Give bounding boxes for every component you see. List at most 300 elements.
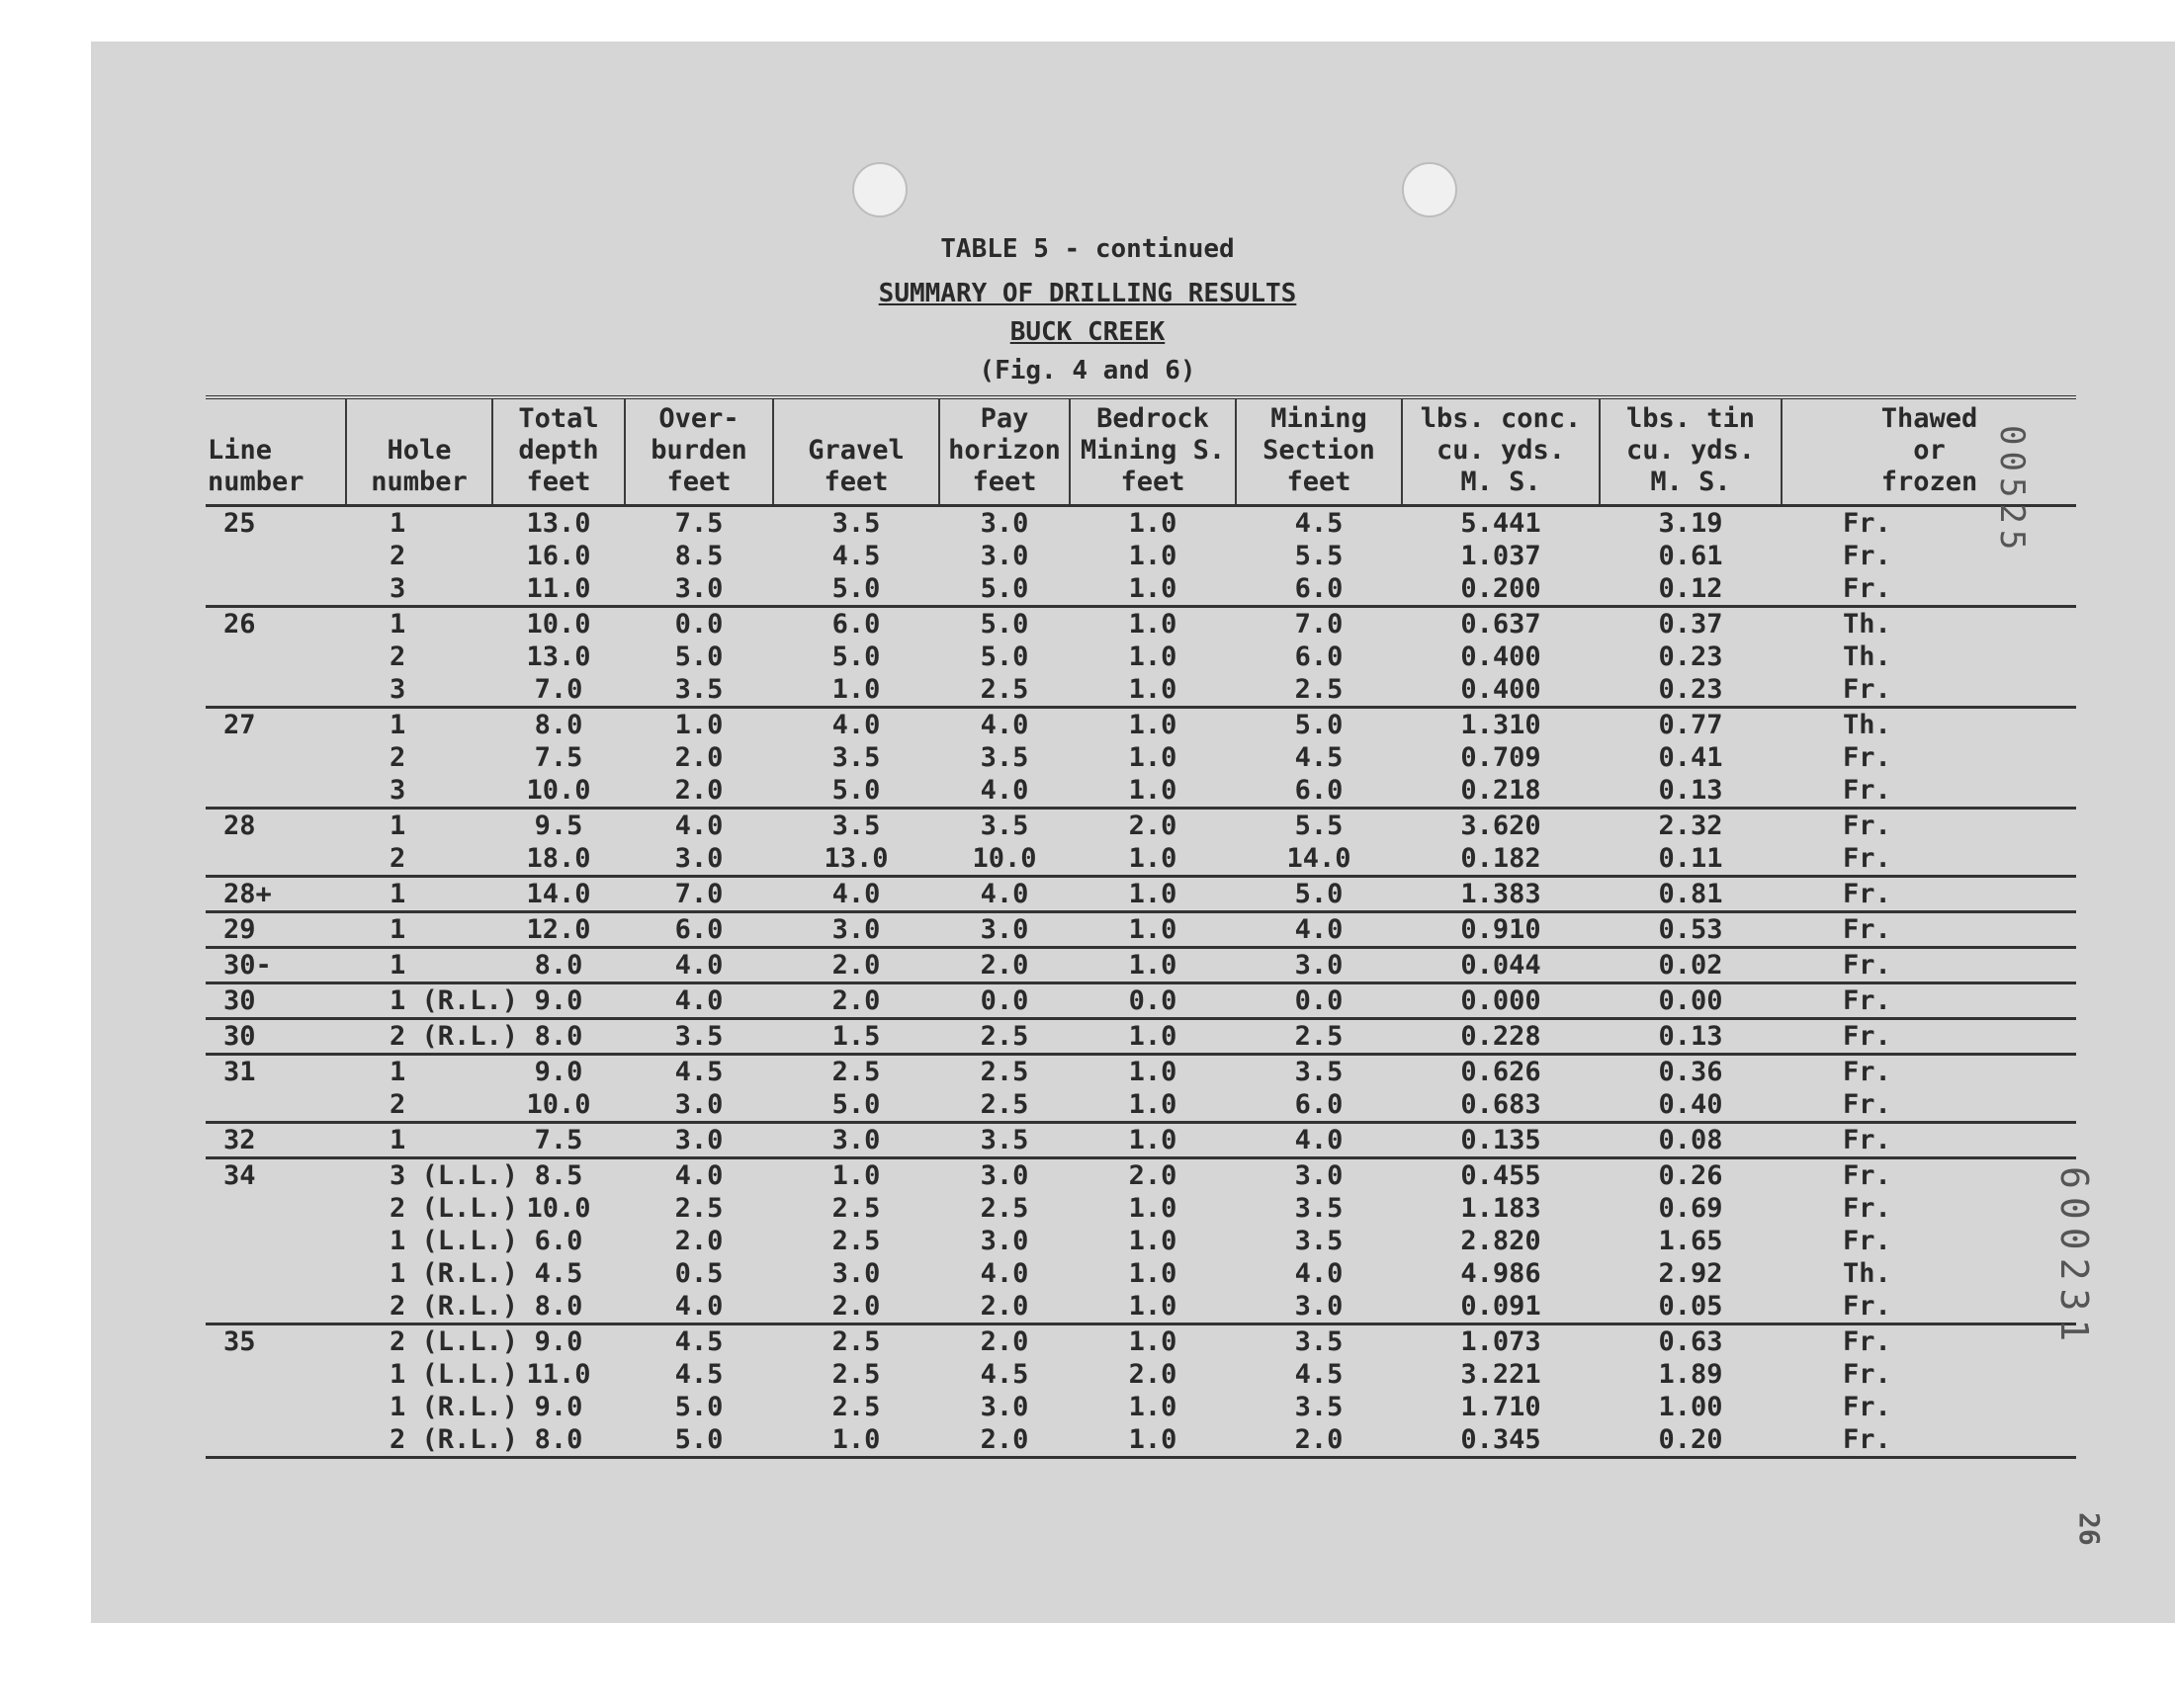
table-cell: 1	[346, 1055, 492, 1089]
table-cell: 7.5	[492, 1123, 625, 1158]
table-cell: 1.0	[1128, 674, 1177, 705]
table-cell: Fr.	[1843, 541, 1891, 571]
column-header-line: feet	[824, 467, 889, 497]
table-row	[206, 1423, 2076, 1458]
table-cell: 0.81	[1600, 877, 1782, 912]
table-cell: 0.61	[1658, 541, 1723, 571]
table-cell: 1	[346, 1123, 492, 1158]
table-cell: Fr.	[1782, 1055, 2076, 1089]
table-cell: 3.5	[831, 742, 881, 773]
table-cell: 3.0	[625, 1123, 773, 1158]
table-row	[206, 607, 2076, 641]
table-cell: 34	[206, 1158, 346, 1193]
table-cell: 2 (L.L.)	[346, 1324, 492, 1359]
table-cell: 1.0	[1070, 708, 1236, 742]
table-cell: 2.5	[980, 674, 1029, 705]
table-cell: Fr.	[1782, 948, 2076, 983]
table-cell: Fr.	[1782, 877, 2076, 912]
table-cell: 2.5	[674, 1193, 724, 1224]
column-header-6	[1070, 397, 1236, 506]
table-cell: 7.5	[534, 742, 583, 773]
table-cell: 0.63	[1600, 1324, 1782, 1359]
table-cell: 0.709	[1460, 742, 1541, 773]
table-cell: 30-	[206, 948, 346, 983]
table-cell: 1	[346, 708, 492, 742]
table-title: SUMMARY OF DRILLING RESULTS	[878, 279, 1297, 308]
table-row	[206, 842, 2076, 877]
table-cell: 2.32	[1600, 809, 1782, 843]
table-cell: 2	[390, 742, 406, 773]
table-cell: 14.0	[492, 877, 625, 912]
table-cell: 1.0	[1128, 742, 1177, 773]
table-cell: 9.5	[492, 809, 625, 843]
table-cell: 1	[346, 948, 492, 983]
table-cell: 2 (R.L.)	[390, 1291, 519, 1322]
table-cell: 6.0	[534, 1226, 583, 1256]
table-cell: 5.0	[1236, 877, 1402, 912]
table-cell	[206, 1391, 346, 1423]
table-cell: 3.5	[773, 809, 939, 843]
table-cell: 4.0	[674, 1291, 724, 1322]
table-cell: 3.221	[1460, 1359, 1541, 1390]
table-cell: 1	[346, 607, 492, 641]
table-cell: 1.0	[1128, 573, 1177, 604]
column-header-line: burden	[651, 435, 747, 466]
table-cell: 1.0	[1128, 1291, 1177, 1322]
table-cell: Th.	[1782, 708, 2076, 742]
table-cell: 32	[206, 1123, 346, 1158]
table-row	[206, 1158, 2076, 1193]
table-cell	[206, 1192, 346, 1225]
table-row	[206, 1019, 2076, 1055]
table-cell: 0.05	[1658, 1291, 1723, 1322]
table-cell: 3.5	[980, 742, 1029, 773]
table-cell: 2.5	[939, 1055, 1070, 1089]
table-cell: 0.400	[1460, 674, 1541, 705]
column-header-line: or	[1913, 435, 1946, 466]
table-cell: 1.0	[1128, 508, 1177, 539]
margin-stamp-bottom: 600231	[2052, 1166, 2096, 1350]
table-cell	[206, 640, 346, 673]
table-cell: 9.0	[492, 983, 625, 1019]
table-row	[206, 948, 2076, 983]
table-cell: 1.073	[1402, 1324, 1600, 1359]
table-cell: 9.0	[492, 1324, 625, 1359]
table-cell: 0.53	[1600, 912, 1782, 948]
table-cell: 2 (R.L.)	[346, 1423, 492, 1458]
table-caption: TABLE 5 - continued	[940, 234, 1235, 264]
table-cell: 1.0	[1070, 1423, 1236, 1458]
table-cell: 0.13	[1600, 1019, 1782, 1055]
table-cell: 4.0	[1236, 1123, 1402, 1158]
table-cell	[206, 774, 346, 809]
table-cell: 0.637	[1402, 607, 1600, 641]
table-cell: 2.5	[1294, 674, 1344, 705]
table-cell: 3.0	[674, 1089, 724, 1120]
table-cell: 2.5	[831, 1392, 881, 1422]
table-cell: 3	[390, 573, 406, 604]
column-header-line: frozen	[1880, 467, 1978, 497]
table-cell: Fr.	[1843, 573, 1891, 604]
table-cell: Fr.	[1782, 983, 2076, 1019]
table-cell: 35	[206, 1324, 346, 1359]
table-cell: Fr.	[1843, 1291, 1891, 1322]
column-header-9	[1600, 397, 1782, 506]
table-cell: 8.0	[492, 708, 625, 742]
header-row	[206, 397, 2076, 506]
column-header-line: cu. yds.	[1436, 435, 1566, 466]
table-cell: 0.11	[1658, 843, 1723, 874]
table-cell: 0.910	[1402, 912, 1600, 948]
table-cell: 7.5	[674, 508, 724, 539]
table-cell: 13.0	[526, 508, 591, 539]
table-cell: 4.5	[1294, 1359, 1344, 1390]
table-cell: 10.0	[972, 843, 1037, 874]
table-header	[206, 397, 2076, 506]
table-cell: 0.091	[1460, 1291, 1541, 1322]
table-cell: 3.0	[773, 1123, 939, 1158]
table-cell: 3.5	[674, 674, 724, 705]
table-cell: 0.345	[1402, 1423, 1600, 1458]
table-cell: 10.0	[526, 1193, 591, 1224]
column-header-line: Bedrock	[1096, 403, 1209, 434]
table-body	[206, 506, 2076, 1458]
table-cell: 2.0	[674, 742, 724, 773]
column-header-line: feet	[526, 467, 591, 497]
table-cell: 8.0	[492, 948, 625, 983]
table-cell: 1.0	[1128, 843, 1177, 874]
table-cell: 0.00	[1600, 983, 1782, 1019]
table-cell: 1.0	[1070, 877, 1236, 912]
column-header-7	[1236, 397, 1402, 506]
table-cell: 3.5	[1236, 1324, 1402, 1359]
table-cell: Fr.	[1843, 508, 1891, 539]
table-cell: 29	[206, 912, 346, 948]
table-row	[206, 1358, 2076, 1391]
table-cell: 7.0	[625, 877, 773, 912]
table-cell: 1	[346, 877, 492, 912]
table-cell: 0.40	[1658, 1089, 1723, 1120]
table-cell: 5.0	[939, 607, 1070, 641]
table-cell: Fr.	[1843, 1392, 1891, 1422]
table-cell: Fr.	[1843, 1359, 1891, 1390]
column-header-line: Section	[1262, 435, 1375, 466]
table-cell: 1.0	[1070, 1123, 1236, 1158]
table-cell: 1.0	[1070, 1055, 1236, 1089]
table-cell: 5.441	[1460, 508, 1541, 539]
table-cell: 1.89	[1658, 1359, 1723, 1390]
table-cell: 2.0	[773, 948, 939, 983]
column-header-line: cu. yds.	[1625, 435, 1756, 466]
table-cell: 16.0	[526, 541, 591, 571]
table-cell: 10.0	[526, 1089, 591, 1120]
table-row	[206, 983, 2076, 1019]
table-cell: 5.0	[674, 1392, 724, 1422]
table-cell: 0.20	[1600, 1423, 1782, 1458]
table-cell: 2.0	[674, 775, 724, 806]
column-header-1	[346, 397, 492, 506]
table-cell: 3.5	[1294, 1193, 1344, 1224]
table-row	[206, 1088, 2076, 1123]
table-cell: 4.986	[1460, 1258, 1541, 1289]
table-cell: 2.5	[831, 1193, 881, 1224]
table-cell: Fr.	[1843, 1226, 1891, 1256]
table-cell: 5.0	[831, 641, 881, 672]
table-row	[206, 708, 2076, 742]
table-cell: 2	[390, 641, 406, 672]
table-cell: 0.455	[1402, 1158, 1600, 1193]
table-cell: 2.5	[831, 1359, 881, 1390]
table-cell: 5.5	[1294, 541, 1344, 571]
table-cell: 1.0	[1070, 948, 1236, 983]
table-cell: 4.5	[674, 1359, 724, 1390]
table-cell: 8.5	[674, 541, 724, 571]
column-header-line: M. S.	[1460, 467, 1541, 497]
column-header-line: lbs. conc.	[1420, 403, 1582, 434]
table-cell: 3.0	[980, 541, 1029, 571]
table-cell: 2.0	[939, 1423, 1070, 1458]
table-cell: 7.0	[534, 674, 583, 705]
table-cell: 9.0	[492, 1055, 625, 1089]
table-row	[206, 774, 2076, 809]
table-cell: 4.5	[625, 1324, 773, 1359]
table-row	[206, 809, 2076, 843]
table-cell: 6.0	[1294, 1089, 1344, 1120]
table-cell: 1 (R.L.)	[390, 1392, 519, 1422]
table-cell: 8.5	[492, 1158, 625, 1193]
table-cell: 30	[206, 983, 346, 1019]
table-cell: 0.02	[1600, 948, 1782, 983]
table-cell: 2.0	[939, 1324, 1070, 1359]
table-cell: 12.0	[492, 912, 625, 948]
table-row	[206, 912, 2076, 948]
table-cell: 3.0	[773, 912, 939, 948]
table-cell: 1.0	[1128, 1392, 1177, 1422]
table-cell: 4.0	[625, 983, 773, 1019]
table-cell: 18.0	[526, 843, 591, 874]
table-cell: 1.0	[1128, 1193, 1177, 1224]
table-subtitle: BUCK CREEK	[1009, 317, 1166, 347]
table-cell: 7.0	[1236, 607, 1402, 641]
table-cell: 4.0	[939, 877, 1070, 912]
table-cell	[206, 540, 346, 572]
table-cell	[206, 842, 346, 877]
table-cell: 1.0	[1070, 912, 1236, 948]
table-cell: 26	[206, 607, 346, 641]
table-cell: 2.820	[1460, 1226, 1541, 1256]
table-cell: 1.0	[773, 1158, 939, 1193]
table-cell: 4.0	[939, 708, 1070, 742]
table-cell: 1.5	[773, 1019, 939, 1055]
column-header-line: number	[208, 467, 304, 497]
table-cell: Fr.	[1782, 912, 2076, 948]
table-cell: Fr.	[1843, 775, 1891, 806]
table-cell: 1.037	[1460, 541, 1541, 571]
table-cell: 1 (R.L.)	[390, 1258, 519, 1289]
table-cell: 2.0	[1070, 1158, 1236, 1193]
table-cell: 10.0	[526, 775, 591, 806]
table-cell: Fr.	[1782, 1324, 2076, 1359]
table-cell: 6.0	[1294, 775, 1344, 806]
table-cell: Fr.	[1843, 742, 1891, 773]
table-row	[206, 1123, 2076, 1158]
column-header-line: feet	[1286, 467, 1351, 497]
table-cell: 8.0	[492, 1019, 625, 1055]
table-cell: 3.5	[1294, 1392, 1344, 1422]
table-row	[206, 540, 2076, 572]
column-header-5	[939, 397, 1070, 506]
table-cell: 3.0	[980, 1226, 1029, 1256]
table-cell: 30	[206, 1019, 346, 1055]
page-number: 26	[2073, 1512, 2106, 1546]
table-row	[206, 1324, 2076, 1359]
column-header-line: feet	[972, 467, 1037, 497]
table-cell: 3	[390, 775, 406, 806]
table-cell: 5.0	[831, 775, 881, 806]
column-header-line: M. S.	[1650, 467, 1731, 497]
table-cell: 2.5	[773, 1324, 939, 1359]
table-cell: 0.0	[1236, 983, 1402, 1019]
column-header-line: Over-	[658, 403, 740, 434]
table-cell: 4.5	[534, 1258, 583, 1289]
table-cell: 2 (L.L.)	[390, 1193, 519, 1224]
table-cell: 1.0	[1128, 1258, 1177, 1289]
column-header-line: Line	[208, 435, 273, 466]
table-cell: 0.5	[674, 1258, 724, 1289]
table-cell: 0.0	[1070, 983, 1236, 1019]
table-cell: 2.0	[773, 983, 939, 1019]
table-cell: 2	[390, 1089, 406, 1120]
table-cell: 0.228	[1402, 1019, 1600, 1055]
table-cell: 1.0	[1070, 1019, 1236, 1055]
table-cell	[206, 1257, 346, 1290]
table-cell: 4.5	[1294, 742, 1344, 773]
table-cell: 5.0	[1236, 708, 1402, 742]
table-cell: 1	[390, 508, 406, 539]
table-cell: 14.0	[1286, 843, 1351, 874]
table-cell: 0.23	[1658, 674, 1723, 705]
punch-hole-right	[1402, 162, 1457, 217]
table-cell: 6.0	[773, 607, 939, 641]
table-cell: 0.13	[1658, 775, 1723, 806]
table-cell: 1.0	[1128, 541, 1177, 571]
table-cell: 1 (L.L.)	[390, 1359, 519, 1390]
table-cell: Fr.	[1782, 1019, 2076, 1055]
table-cell: 4.5	[1294, 508, 1344, 539]
table-cell: 8.0	[492, 1423, 625, 1458]
table-cell: 5.0	[980, 573, 1029, 604]
table-cell: 3.5	[1294, 1226, 1344, 1256]
punch-hole-left	[852, 162, 908, 217]
table-cell: 5.0	[980, 641, 1029, 672]
table-cell: 3.0	[1236, 1158, 1402, 1193]
table-cell: 2	[390, 541, 406, 571]
table-cell: 0.683	[1460, 1089, 1541, 1120]
table-cell: 0.626	[1402, 1055, 1600, 1089]
table-cell: 2.5	[1236, 1019, 1402, 1055]
table-row	[206, 572, 2076, 607]
table-row	[206, 1225, 2076, 1257]
table-cell: 1.0	[1128, 1226, 1177, 1256]
table-cell: 2.0	[1236, 1423, 1402, 1458]
table-cell: 1.0	[625, 708, 773, 742]
table-cell: 5.0	[831, 1089, 881, 1120]
drilling-results-table	[206, 395, 2076, 1459]
table-cell: 4.0	[773, 708, 939, 742]
table-cell: 11.0	[526, 1359, 591, 1390]
table-cell: 2.0	[1070, 809, 1236, 843]
table-cell: 31	[206, 1055, 346, 1089]
table-cell: 1.0	[1128, 775, 1177, 806]
table-cell: 2.5	[980, 1193, 1029, 1224]
column-header-0	[206, 397, 346, 506]
table-cell: 1.0	[1070, 1324, 1236, 1359]
table-cell: 0.200	[1460, 573, 1541, 604]
table-cell: 3.0	[831, 1258, 881, 1289]
column-header-line: lbs. tin	[1625, 403, 1756, 434]
table-cell: 4.0	[1236, 912, 1402, 948]
table-cell: 4.0	[980, 775, 1029, 806]
table-cell: Fr.	[1782, 809, 2076, 843]
table-cell: 2	[390, 843, 406, 874]
table-cell: 3.5	[625, 1019, 773, 1055]
table-cell: Fr.	[1843, 674, 1891, 705]
column-header-line: number	[371, 467, 468, 497]
table-cell: 1	[346, 809, 492, 843]
table-row	[206, 1391, 2076, 1423]
column-header-4	[773, 397, 939, 506]
table-cell: 4.0	[625, 809, 773, 843]
table-cell: 0.12	[1658, 573, 1723, 604]
table-cell: 3.5	[1236, 1055, 1402, 1089]
table-cell: 1.65	[1658, 1226, 1723, 1256]
margin-stamp-top: 00525	[1992, 425, 2032, 556]
table-cell: 4.0	[1294, 1258, 1344, 1289]
column-header-line: Total	[518, 403, 599, 434]
column-header-line: feet	[1120, 467, 1185, 497]
table-cell: 0.218	[1460, 775, 1541, 806]
table-cell: 1.0	[1070, 607, 1236, 641]
table-cell: 2.0	[1128, 1359, 1177, 1390]
table-cell: 4.0	[773, 877, 939, 912]
table-cell: 0.0	[625, 607, 773, 641]
column-header-line: Gravel	[808, 435, 905, 466]
table-cell: 3	[390, 674, 406, 705]
table-row	[206, 1290, 2076, 1324]
table-cell: Fr.	[1843, 1089, 1891, 1120]
table-cell: 3.0	[939, 1158, 1070, 1193]
table-cell: 1.383	[1402, 877, 1600, 912]
table-cell: 2.0	[939, 948, 1070, 983]
table-cell: 13.0	[526, 641, 591, 672]
table-cell: Th.	[1843, 1258, 1891, 1289]
column-header-line: Mining	[1270, 403, 1367, 434]
table-cell: 6.0	[1294, 641, 1344, 672]
table-cell: 2.0	[980, 1291, 1029, 1322]
table-cell: 3.5	[939, 809, 1070, 843]
table-cell: 3.620	[1402, 809, 1600, 843]
table-cell	[206, 1088, 346, 1123]
table-cell	[206, 1423, 346, 1458]
table-cell	[206, 741, 346, 774]
table-row	[206, 640, 2076, 673]
table-cell: 3.0	[674, 573, 724, 604]
column-header-line: Thawed	[1880, 403, 1978, 434]
table-row	[206, 877, 2076, 912]
table-cell: 0.182	[1460, 843, 1541, 874]
column-header-8	[1402, 397, 1600, 506]
column-header-10	[1782, 397, 2076, 506]
